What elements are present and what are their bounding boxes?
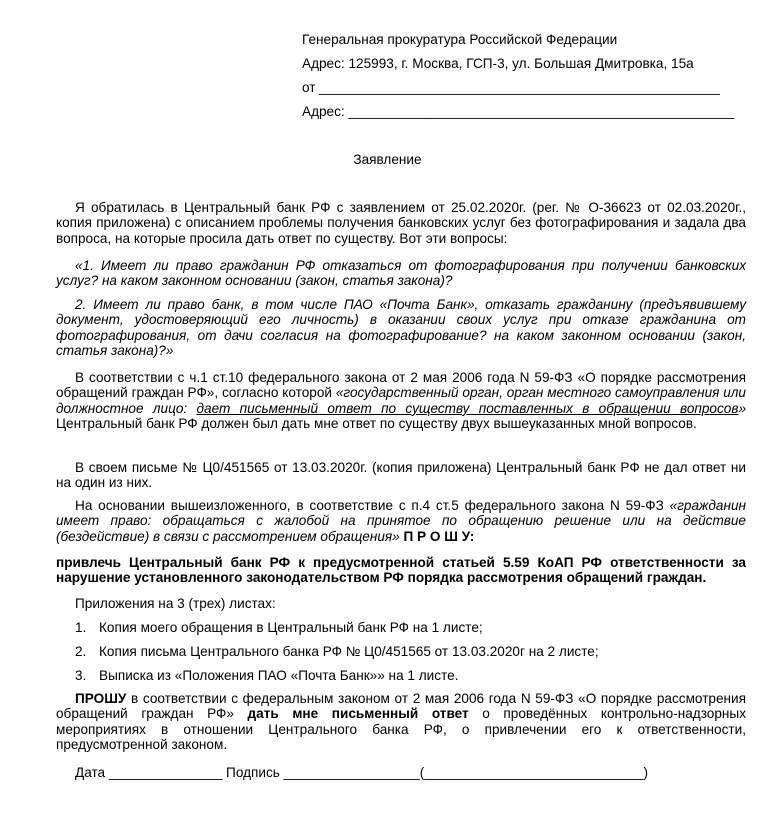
paragraph-basis (56, 498, 746, 544)
attachment-number: 1. (75, 620, 87, 635)
basis-text: На основании вышеизложенного, в соответствие с п.4 ст.5 федерального закона N 59-ФЗ (75, 498, 670, 513)
document-title: Заявление (353, 152, 422, 167)
attachment-number: 2. (75, 644, 87, 659)
quoted-question-1: «1. Имеет ли право гражданин РФ отказаться от фотографирования при получении банковских услуг? на каком законном основании (закон, статья закона)? (56, 258, 746, 289)
final-request-bold: дать мне письменный ответ (247, 706, 469, 722)
sender-address-line: Адрес: ___________________________________________________ (302, 104, 735, 119)
final-request-text: в соответствии с федеральным законом от 2 мая 2006 года N 59-ФЗ «О порядке рассмотрения обращений граждан РФ» (56, 691, 746, 722)
attachment-number: 3. (75, 668, 87, 683)
paragraph-intro: Я обратилась в Центральный банк РФ с заявлением от 25.02.2020г. (рег. № О-36623 от 02.03.2020г., копия приложена) с описанием проблемы получения банковских услуг без фотографирования и задала два вопроса, на которые просила дать ответ по существу. Вот эти вопросы: (56, 200, 746, 246)
from-line: от _____________________________________________________ (302, 80, 720, 95)
attachment-item (75, 644, 599, 660)
law-conclusion: Центральный банк РФ должен был дать мне ответ по существу двух вышеуказанных мной вопросов. (56, 416, 697, 432)
final-request (56, 691, 746, 753)
attachment-text: Выписка из «Положения ПАО «Почта Банк»» на 1 листе. (99, 668, 459, 683)
attachment-item (75, 668, 458, 684)
attachments-heading: Приложения на 3 (трех) листах: (75, 596, 276, 611)
paragraph-law-reference (56, 370, 746, 432)
basis-quote: «гражданин имеет право: обращаться с жалобой на принятое по обращению решение или на действие (бездействие) в связи с рассмотрением обращения» (56, 498, 746, 544)
quoted-question-2: 2. Имеет ли право банк, в том числе ПАО «Почта Банк», отказать гражданину (предъявившему документ, удостоверяющий его личность) в оказании своих услуг при отказе гражданина от фотографирования, от дачи согласия на фотографирование? на каком законном основании (закон, статья закона)?» (56, 297, 746, 359)
demand-paragraph: привлечь Центральный банк РФ к предусмотренной статьей 5.59 КоАП РФ ответственности за нарушение установленного законодательством РФ порядка рассмотрения обращений граждан. (56, 555, 746, 586)
law-quote-underlined: дает письменный ответ по существу поставленных в обращении вопросов (196, 400, 739, 416)
law-quote-end: » (738, 400, 746, 416)
attachment-text: Копия письма Центрального банка РФ № Ц0/451565 от 13.03.2020г на 2 листе; (99, 644, 599, 659)
attachment-text: Копия моего обращения в Центральный банк РФ на 1 листе; (99, 620, 483, 635)
recipient-line: Генеральная прокуратура Российской Федерации (302, 32, 618, 47)
law-quote-text: «государственный орган, орган местного самоуправления или должностное лицо: (56, 385, 746, 416)
request-heading: П Р О Ш У: (399, 528, 475, 544)
recipient-address-line: Адрес: 125993, г. Москва, ГСП-3, ул. Большая Дмитровка, 15а (302, 56, 694, 71)
final-request-keyword: ПРОШУ (75, 691, 127, 706)
signature-line: Дата _______________ Подпись __________________(_____________________________) (75, 765, 649, 780)
attachment-item (75, 620, 483, 636)
paragraph-bank-reply: В своем письме № Ц0/451565 от 13.03.2020г. (копия приложена) Центральный банк РФ не дал ответ ни на один из них. (56, 460, 746, 491)
final-request-tail: о проведённых контрольно-надзорных мероприятиях в отношении Центрального банка РФ, о привлечении его к ответственности, предусмотренной законом. (56, 706, 746, 753)
law-text: В соответствии с ч.1 ст.10 федерального закона от 2 мая 2006 года N 59-ФЗ «О порядке рассмотрения обращений граждан РФ», согласно которой (56, 370, 746, 401)
